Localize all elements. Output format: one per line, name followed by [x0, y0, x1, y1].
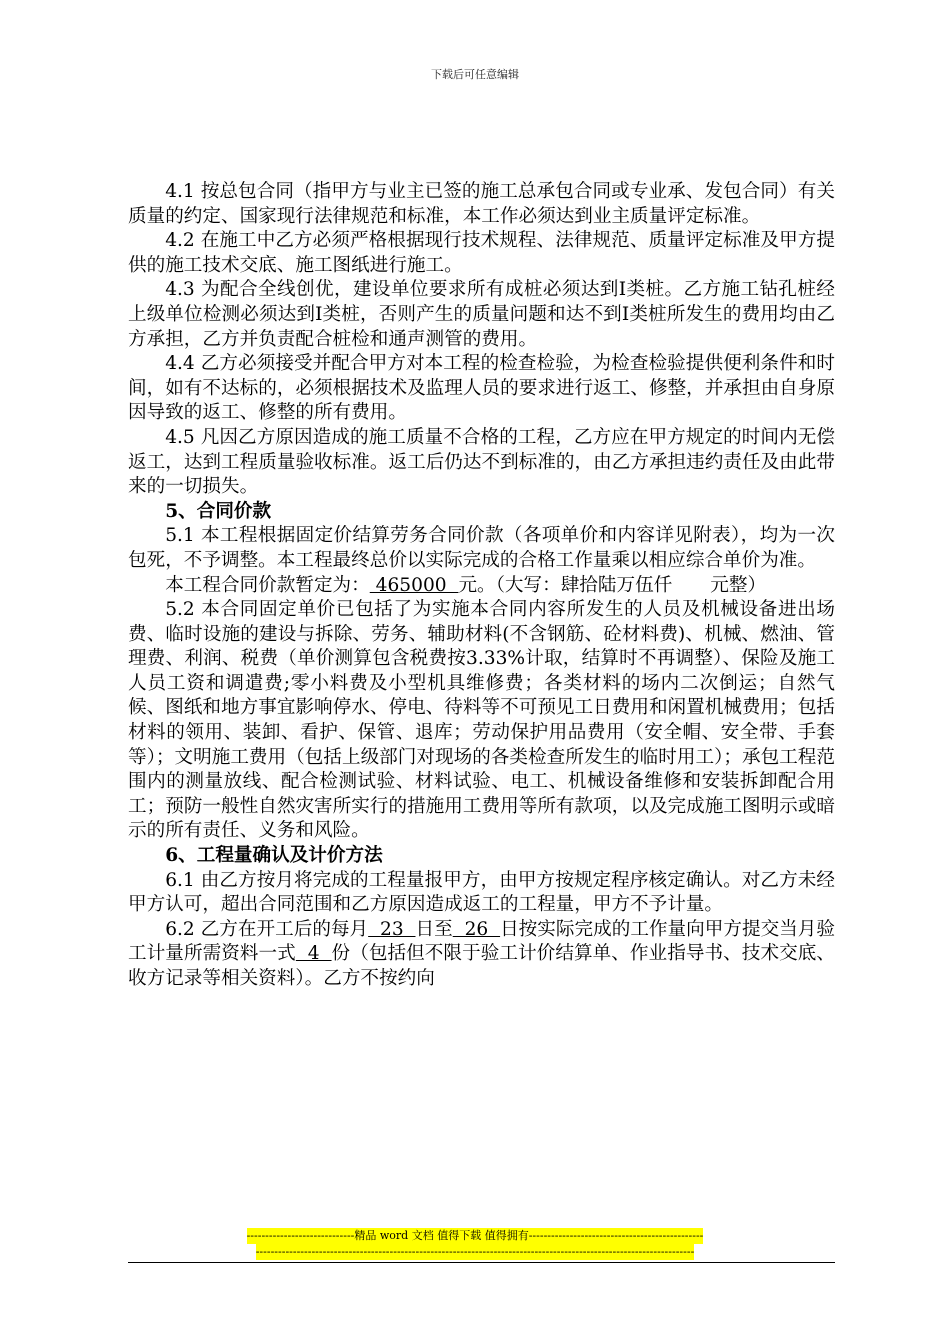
document-body: [128, 180, 835, 992]
clause-paragraph: 4.2 在施工中乙方必须严格根据现行技术规程、法律规范、质量评定标准及甲方提供的施工技术交底、施工图纸进行施工。: [128, 230, 835, 276]
footer-line-2: ----------------------------------------------------------------------------------------------------------------------: [255, 1245, 695, 1258]
clause-paragraph: 4.3 为配合全线创优，建设单位要求所有成桩必须达到Ⅰ类桩。乙方施工钻孔桩经上级单位检测必须达到Ⅰ类桩，否则产生的质量问题和达不到Ⅰ类桩所发生的费用均由乙方承担，乙方并负责配合桩检和通声测管的费用。: [128, 279, 835, 350]
day-to-blank: 26: [452, 918, 501, 940]
clause-paragraph: 5.2 本合同固定单价已包括了为实施本合同内容所发生的人员及机械设备进出场费、临时设施的建设与拆除、劳务、辅助材料(不含钢筋、砼材料费)、机械、燃油、管理费、利润、税费（单价测算包含税费按3.33%计取，结算时不再调整）、保险及施工人员工资和调遣费;零小料费及小型机具维修费；各类材料的场内二次倒运；自然气候、图纸和地方事宜影响停水、停电、待料等不可预见工日费用和闲置机械费用；包括材料的领用、装卸、看护、保管、退库；劳动保护用品费用（安全帽、安全带、手套等）；文明施工费用（包括上级部门对现场的各类检查所发生的临时用工）；承包工程范围内的测量放线、配合检测试验、材料试验、电工、机械设备维修和安装拆卸配合用工；预防一般性自然灾害所实行的措施用工费用等所有款项，以及完成施工图明示或暗示的所有责任、义务和风险。: [128, 599, 835, 842]
clause-paragraph: 4.4 乙方必须接受并配合甲方对本工程的检查检验，为检查检验提供便利条件和时间，如有不达标的，必须根据技术及监理人员的要求进行返工、修整，并承担由自身原因导致的返工、修整的所有费用。: [128, 353, 835, 424]
clause-6-2-text-3: 日按实际完成的工作量向甲方提交当月验工计量所需资料一式: [128, 918, 835, 965]
clause-6-2-text-2: 日至: [415, 918, 453, 940]
footer-divider: [128, 1262, 835, 1263]
clause-paragraph: 6.1 由乙方按月将完成的工程量报甲方，由甲方按规定程序核定确认。对乙方未经甲方认可，超出合同范围和乙方原因造成返工的工程量，甲方不予计量。: [128, 869, 835, 916]
clause-6-2-text-4: 份（包括但不限于验工计价结算单、作业指导书、技术交底、收方记录等相关资料）。乙方不按约向: [128, 943, 835, 989]
price-amount: 465000: [369, 574, 459, 596]
page-header: 下载后可任意编辑: [431, 68, 519, 81]
price-unit: 元: [710, 574, 729, 596]
copies-blank: 4: [295, 943, 332, 965]
clause-paragraph: 4.5 凡因乙方原因造成的施工质量不合格的工程，乙方应在甲方规定的时间内无偿返工，达到工程质量验收标准。返工后仍达不到标准的，由乙方承担违约责任及由此带来的一切损失。: [128, 426, 835, 498]
contract-price-paragraph: [128, 574, 835, 599]
section-heading: 5、合同价款: [165, 500, 272, 522]
clause-6-2-text-1: 6.2 乙方在开工后的每月: [165, 918, 369, 940]
clause-6-2-paragraph: [128, 918, 835, 992]
price-tail: 整）: [728, 574, 767, 596]
price-prefix: 本工程合同价款暂定为：: [165, 574, 370, 596]
section-heading: 6、工程量确认及计价方法: [165, 845, 383, 867]
day-from-blank: 23: [368, 918, 416, 940]
clause-paragraph: 5.1 本工程根据固定价结算劳务合同价款（各项单价和内容详见附表），均为一次包死，不予调整。本工程最终总价以实际完成的合格工作量乘以相应综合单价为准。: [128, 525, 835, 571]
footer-banner: [0, 1228, 950, 1260]
footer-line-1: -----------------------------精品 word 文档 值得下载 值得拥有-----------------------------------------------: [246, 1229, 704, 1242]
price-suffix: 元。（大写：肆拾陆万伍仟: [458, 574, 673, 596]
clause-paragraph: 4.1 按总包合同（指甲方与业主已签的施工总承包合同或专业承、发包合同）有关质量的约定、国家现行法律规范和标准，本工作必须达到业主质量评定标准。: [128, 181, 835, 227]
